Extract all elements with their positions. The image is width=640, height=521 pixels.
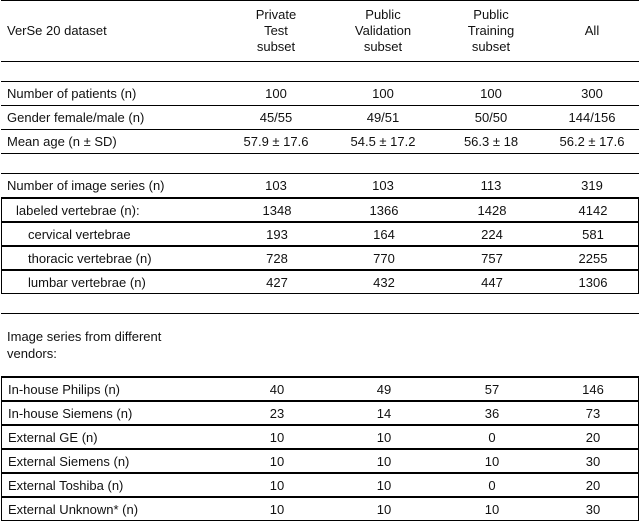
- table-row: [1, 314, 639, 377]
- row-label: External Unknown* (n): [8, 501, 139, 517]
- table-row: [1, 377, 639, 401]
- cell-value: 20: [585, 477, 601, 493]
- cell-value: 757: [481, 250, 503, 266]
- cell-value: 1306: [578, 274, 608, 290]
- row-label: Gender female/male (n): [7, 110, 145, 125]
- row-label: labeled vertebrae (n):: [16, 202, 140, 218]
- cell-value: 224: [481, 226, 503, 242]
- cell-value: 100: [480, 86, 502, 101]
- header-public-training: Public Training subset: [467, 7, 515, 54]
- cell-value: 14: [376, 405, 392, 421]
- cell-value: 49: [376, 381, 392, 397]
- cell-value: 193: [266, 226, 288, 242]
- cell-value: 20: [585, 429, 601, 445]
- cell-value: 10: [376, 501, 392, 517]
- table-row: [1, 425, 639, 449]
- cell-value: 50/50: [474, 110, 508, 125]
- row-label: External Toshiba (n): [8, 477, 124, 493]
- cell-value: 1366: [369, 202, 399, 218]
- row-label: In-house Siemens (n): [8, 405, 133, 421]
- cell-value: 581: [582, 226, 604, 242]
- cell-value: 1348: [262, 202, 292, 218]
- cell-value: 146: [582, 381, 604, 397]
- cell-value: 30: [585, 501, 601, 517]
- row-label: In-house Philips (n): [8, 381, 120, 397]
- cell-value: 103: [265, 178, 287, 193]
- cell-value: 45/55: [259, 110, 293, 125]
- row-label: External Siemens (n): [8, 453, 130, 469]
- cell-value: 23: [269, 405, 285, 421]
- row-label: Number of image series (n): [7, 178, 165, 193]
- spacer-row: [1, 154, 639, 174]
- cell-value: 427: [266, 274, 288, 290]
- table-row: [1, 198, 639, 222]
- cell-value: 10: [376, 453, 392, 469]
- cell-value: 36: [484, 405, 500, 421]
- cell-value: 0: [488, 429, 496, 445]
- table-row: [1, 174, 639, 198]
- spacer-row: [1, 62, 639, 82]
- cell-value: 40: [269, 381, 285, 397]
- cell-value: 2255: [578, 250, 608, 266]
- cell-value: 10: [376, 477, 392, 493]
- cell-empty: [329, 314, 437, 376]
- row-label: Mean age (n ± SD): [7, 134, 117, 149]
- cell-value: 56.2 ± 17.6: [559, 134, 625, 149]
- cell-value: 319: [581, 178, 603, 193]
- header-private-test: Private Test subset: [255, 7, 297, 54]
- cell-value: 113: [480, 178, 502, 193]
- cell-value: 10: [484, 453, 500, 469]
- cell-value: 10: [484, 501, 500, 517]
- row-label: thoracic vertebrae (n): [28, 250, 152, 266]
- cell-value: 447: [481, 274, 503, 290]
- cell-value: 770: [373, 250, 395, 266]
- table-row: [1, 222, 639, 246]
- cell-value: 100: [372, 86, 394, 101]
- row-label: External GE (n): [8, 429, 98, 445]
- cell-empty: [223, 314, 329, 376]
- cell-value: 10: [269, 429, 285, 445]
- verse-dataset-table: [1, 0, 639, 521]
- header-public-validation: Public Validation subset: [354, 7, 412, 54]
- cell-value: 1428: [477, 202, 507, 218]
- vendors-heading: Image series from different vendors:: [7, 329, 162, 361]
- row-label: lumbar vertebrae (n): [28, 274, 146, 290]
- cell-value: 728: [266, 250, 288, 266]
- row-label: cervical vertebrae: [28, 226, 131, 242]
- table-row: [1, 270, 639, 294]
- cell-value: 100: [265, 86, 287, 101]
- cell-value: 10: [269, 501, 285, 517]
- cell-value: 300: [581, 86, 603, 101]
- cell-value: 30: [585, 453, 601, 469]
- cell-value: 4142: [578, 202, 608, 218]
- table-header-row: [1, 0, 639, 62]
- cell-empty: [545, 314, 639, 376]
- cell-value: 432: [373, 274, 395, 290]
- cell-value: 0: [488, 477, 496, 493]
- cell-value: 57.9 ± 17.6: [243, 134, 309, 149]
- cell-value: 56.3 ± 18: [463, 134, 519, 149]
- cell-value: 103: [372, 178, 394, 193]
- table-row: [1, 106, 639, 130]
- cell-value: 54.5 ± 17.2: [350, 134, 416, 149]
- cell-value: 49/51: [366, 110, 400, 125]
- spacer-row: [1, 294, 639, 314]
- cell-value: 73: [585, 405, 601, 421]
- row-label: Number of patients (n): [7, 86, 137, 101]
- table-row: [1, 497, 639, 521]
- table-row: [1, 449, 639, 473]
- cell-value: 57: [484, 381, 500, 397]
- table-row: [1, 246, 639, 270]
- table-row: [1, 82, 639, 106]
- header-title: VerSe 20 dataset: [7, 23, 107, 38]
- header-all: All: [584, 23, 600, 38]
- table-row: [1, 130, 639, 154]
- cell-value: 10: [269, 453, 285, 469]
- cell-value: 10: [269, 477, 285, 493]
- cell-value: 144/156: [568, 110, 616, 125]
- cell-value: 10: [376, 429, 392, 445]
- table-row: [1, 473, 639, 497]
- table-row: [1, 401, 639, 425]
- cell-value: 164: [373, 226, 395, 242]
- cell-empty: [437, 314, 545, 376]
